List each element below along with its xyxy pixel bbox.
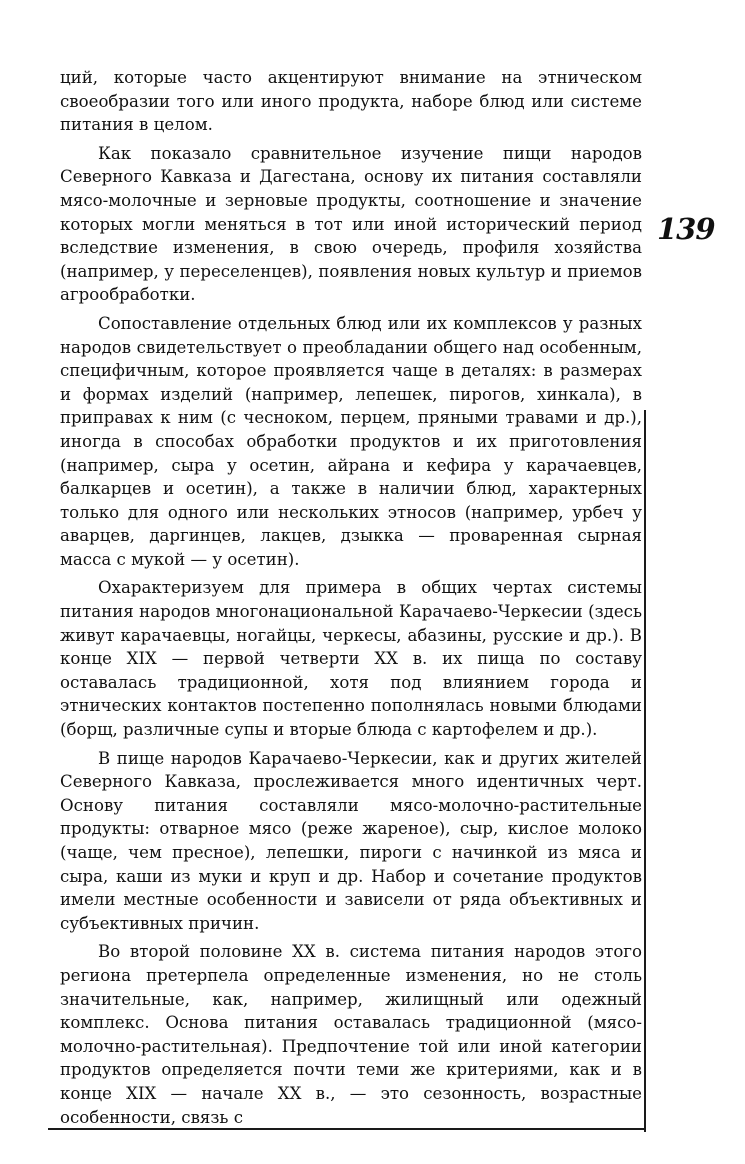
paragraph-continuation: ций, которые часто акцентируют внимание на этническом своеобразии того или иного продукта, наборе блюд или системе питания в целом. [60,68,642,135]
margin-vertical-rule [644,410,646,1132]
paragraph-second-half-xx: Во второй половине XX в. система питания народов этого региона претерпела определенные изменения, но не столь значительные, как, например, жилищный или одежный комплекс. Основа питания оставалась традиционной (мясо-молочно-растительная). Предпочтение той или иной категории продуктов определяется почти теми же критериями, как и в конце XIX — начале XX в., — это сезонность, возрастные особенности, связь с [60,942,642,1127]
text-column [60,66,642,1134]
paragraph-dish-comparison: Сопоставление отдельных блюд или их комплексов у разных народов свидетельствует о преобладании общего над особенным, специфичным, которое проявляется чаще в деталях: в размерах и формах изделий (например, лепешек, пирогов, хинкала), в приправах к ним (с чесноком, перцем, пряными травами и др.), иногда в способах обработки продуктов и их приготовления (например, сыра у осетин, айрана и кефира у карачаевцев, балкарцев и осетин), а также в наличии блюд, характерных только для одного или нескольких этносов (например, урбеч у аварцев, даргинцев, лакцев, дзыкка — проваренная сырная масса с мукой — у осетин). [60,313,642,569]
bottom-horizontal-rule [48,1128,644,1130]
paragraph-common-features: В пище народов Карачаево-Черкесии, как и других жителей Северного Кавказа, прослеживается много идентичных черт. Основу питания составляли мясо-молочно-растительные продукты: отварное мясо (реже жареное), сыр, кислое молоко (чаще, чем пресное), лепешки, пироги с начинкой из мяса и сыра, каши из муки и круп и др. Набор и сочетание продуктов имели местные особенности и зависели от ряда объективных и субъективных причин. [60,748,642,933]
page-number: 139 [657,212,715,246]
paragraph-comparative-study: Как показало сравнительное изучение пищи народов Северного Кавказа и Дагестана, основу их питания составляли мясо-молочные и зерновые продукты, соотношение и значение которых могли меняться в тот или иной исторический период вследствие изменения, в свою очередь, профиля хозяйства (например, у переселенцев), появления новых культур и приемов агрообработки. [60,143,642,305]
paragraph-karachay-cherkessia: Охарактеризуем для примера в общих чертах системы питания народов многонациональной Карачаево-Черкесии (здесь живут карачаевцы, ногайцы, черкесы, абазины, русские и др.). В конце XIX — первой четверти XX в. их пища по составу оставалась традиционной, хотя под влиянием города и этнических контактов постепенно пополнялась новыми блюдами (борщ, различные супы и вторые блюда с картофелем и др.). [60,578,642,740]
